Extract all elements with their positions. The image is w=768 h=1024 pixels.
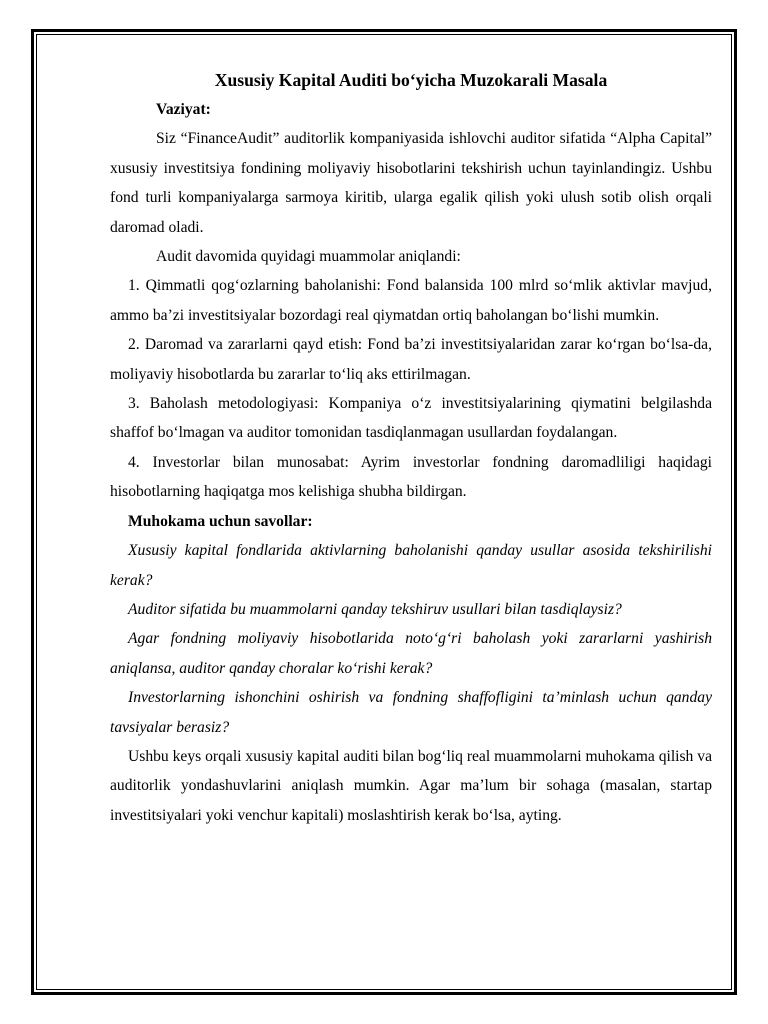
problems-intro: Audit davomida quyidagi muammolar aniqlandi: xyxy=(156,248,461,266)
closing-paragraph: Ushbu keys orqali xususiy kapital auditi bilan bog‘liq real muammolarni muhokama qilish va auditorlik yondashuvlarini aniqlash mumkin. Agar ma’lum bir sohaga (masalan, startap investitsiyalari yoki venchur kapitali) moslashtirish kerak bo‘lsa, ayting. xyxy=(110,747,712,824)
question-item: Xususiy kapital fondlarida aktivlarning baholanishi qanday usullar asosida tekshirilishi kerak? xyxy=(110,542,712,589)
document-body xyxy=(110,66,712,830)
questions-label: Muhokama uchun savollar: xyxy=(128,512,313,530)
document-title: Xususiy Kapital Auditi bo‘yicha Muzokarali Masala xyxy=(214,70,608,90)
problem-item: 4. Investorlar bilan munosabat: Ayrim investorlar fondning daromadliligi haqidagi hisobotlarning haqiqatga mos kelishiga shubha bildirgan. xyxy=(110,453,712,501)
problem-item: 3. Baholash metodologiyasi: Kompaniya o‘z investitsiyalarining qiymatini belgilashda shaffof bo‘lmagan va auditor tomonidan tasdiqlanmagan usullardan foydalangan. xyxy=(110,395,712,442)
question-item: Agar fondning moliyaviy hisobotlarida noto‘g‘ri baholash yoki zararlarni yashirish aniqlansa, auditor qanday choralar ko‘rishi kerak? xyxy=(110,630,712,677)
problem-item: 1. Qimmatli qog‘ozlarning baholanishi: Fond balansida 100 mlrd so‘mlik aktivlar mavjud, ammo ba’zi investitsiyalar bozordagi real qiymatdan ortiq baholangan bo‘lishi mumkin. xyxy=(110,277,712,324)
situation-label: Vaziyat: xyxy=(156,101,211,118)
question-item: Auditor sifatida bu muammolarni qanday tekshiruv usullari bilan tasdiqlaysiz? xyxy=(128,600,622,618)
intro-paragraph: Siz “FinanceAudit” auditorlik kompaniyasida ishlovchi auditor sifatida “Alpha Capital” xususiy investitsiya fondining moliyaviy hisobotlarini tekshirish uchun tayinlandingiz. Ushbu fond turli kompaniyalarga sarmoya kiritib, ularga egalik qilish yoki ulush sotib olish orqali daromad oladi. xyxy=(110,130,712,236)
question-item: Investorlarning ishonchini oshirish va fondning shaffofligini ta’minlash uchun qanday tavsiyalar berasiz? xyxy=(110,689,712,736)
problem-item: 2. Daromad va zararlarni qayd etish: Fond ba’zi investitsiyalaridan zarar ko‘rgan bo‘lsa-da, moliyaviy hisobotlarda bu zararlar to‘liq aks ettirilmagan. xyxy=(110,336,712,383)
